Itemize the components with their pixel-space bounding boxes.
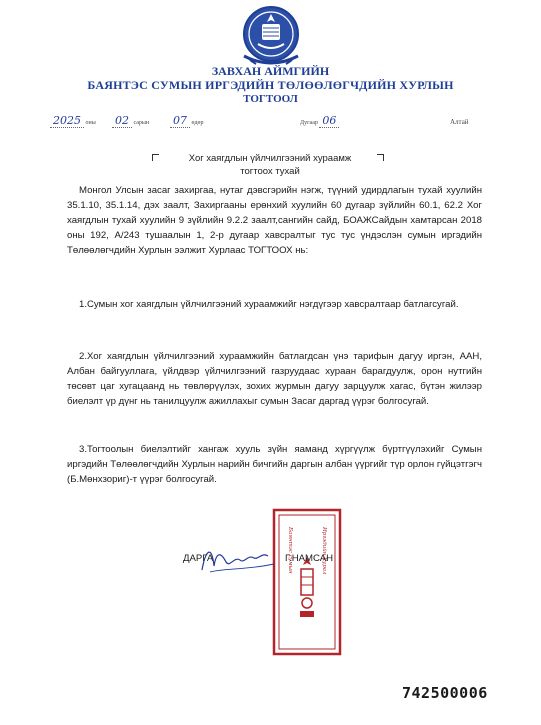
- seal-left-text: Баянтэс сумын: [287, 527, 293, 574]
- header-council: БАЯНТЭС СУМЫН ИРГЭДИЙН ТӨЛӨӨЛӨГЧДИЙН ХУРЛЫН: [87, 78, 454, 92]
- date-day-group: [170, 114, 204, 127]
- clause-1: 1.Сумын хог хаягдлын үйлчилгээний хураамжийг нэгдүгээр хавсралтаар батлагсугай.: [79, 299, 459, 310]
- document-serial-number: 742500006: [402, 684, 488, 702]
- date-year-label: оны: [85, 120, 96, 126]
- resolution-number-label: Дугаар: [300, 120, 318, 126]
- header-resolution: ТОГТООЛ: [243, 93, 298, 105]
- seal-right-text: Иргэдийн Хурал: [321, 527, 327, 575]
- preamble-paragraph: Монгол Улсын засаг захиргаа, нутаг дэвсгэрийн нэгж, түүний удирдлагын тухай хуулийн 35.1.10, 35.1.14, дэх заалт, Захиргааны ерөнхий хуулийн 60 дугаар зүйлийн 60.1, 62.2 Хог хаягдлын тухай хуулийн 9 зүйлийн 9.2.2 заалт,сангийн сайд, БОАЖСайдын хамтарсан 2018 оны 192, А/243 тушаалын 1, 2-р дугаар хавсралтыг тус тус үндэслэн сумын иргэдийн Төлөөлөгчдийн Хурлын ээлжит Хурлаас ТОГТООХ нь:: [67, 185, 482, 256]
- date-day: 07: [170, 114, 190, 128]
- clause-3: 3.Тогтоолын биелэлтийг хангаж хууль зүйн яаманд хүргүүлж бүртгүүлэхийг Сумын иргэдийн Төлөөлөгчдийн Хурлын нарийн бичгийн даргын албан үүргийг түр орлон гүйцэтгэгч (Б.Мөнхзориг)-т үүрэг болгосугай.: [67, 444, 482, 485]
- document-subtitle: тогтоох тухай: [240, 166, 300, 177]
- header-aimag: ЗАВХАН АЙМГИЙН: [211, 64, 330, 78]
- clause-2: 2.Хог хаягдлын үйлчилгээний хураамжийн батлагдсан үнэ тарифын дагуу иргэн, ААН, Албан байгууллага, үйлдвэр үйлчилгээний газруудаас хураан барагдуулж, орон нутгийн төсөвт цаг хугацаанд нь төвлөрүүлэх, зохих журмын дагуу зарцуулж хагас, бүтэн жилээр биелэлт үр дүнг нь танилцуулж ажиллахыг сумын Засаг даргад үүрэг болгосугай.: [67, 351, 482, 407]
- state-emblem-icon: [232, 4, 310, 68]
- signatory-name: Г.НАМСАН: [285, 553, 334, 564]
- official-seal-icon: [271, 507, 343, 657]
- date-year: 2025: [50, 114, 84, 128]
- resolution-number-group: [300, 114, 339, 127]
- date-year-group: [50, 114, 96, 127]
- document-title: Хог хаягдлын үйлчилгээний хураамж: [188, 153, 352, 164]
- handwritten-signature-icon: [196, 540, 296, 578]
- date-month: 02: [112, 114, 132, 128]
- place-name: Алтай: [450, 118, 469, 126]
- signatory-title: ДАРГА: [183, 553, 214, 564]
- date-month-label: сарын: [133, 120, 150, 126]
- resolution-number: 06: [319, 114, 339, 128]
- date-month-group: [112, 114, 149, 127]
- date-day-label: өдөр: [191, 120, 204, 126]
- date-line: [50, 114, 470, 130]
